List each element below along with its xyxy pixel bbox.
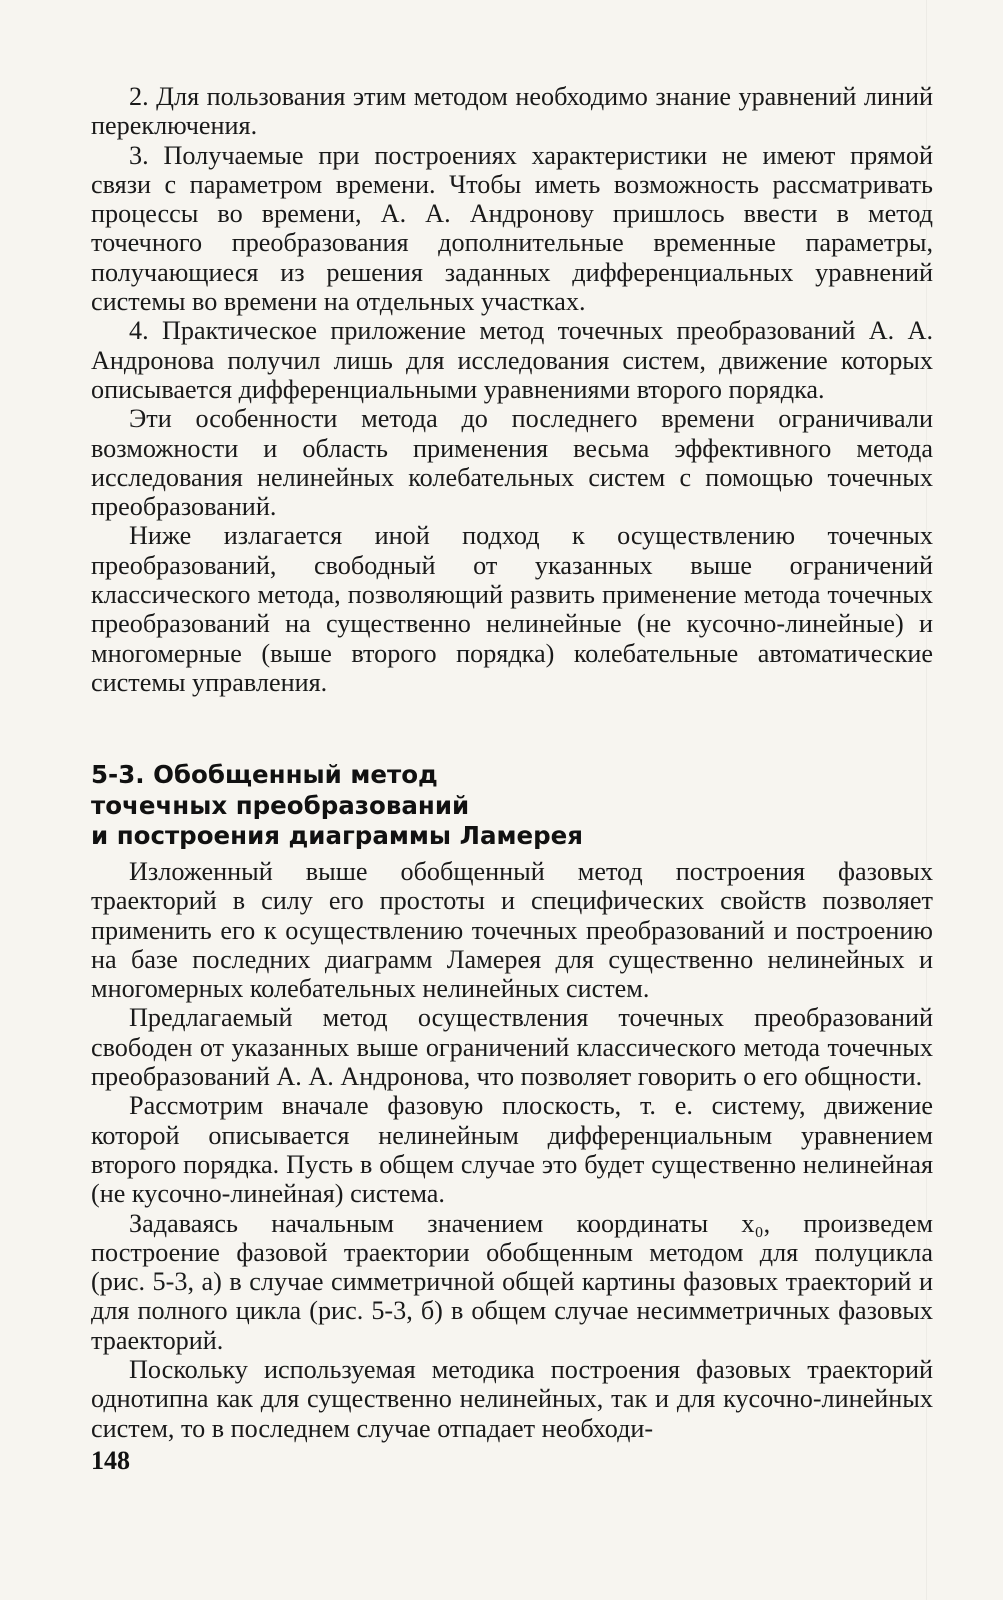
paragraph-methodology: Поскольку используемая методика построения фазовых траекторий однотипна как для существенно нелинейных, так и для кусочно-линейных систем, то в последнем случае отпадает необходи- xyxy=(91,1355,933,1443)
paragraph-item-2: 2. Для пользования этим методом необходимо знание уравнений линий переключения. xyxy=(91,82,933,141)
section-heading xyxy=(91,760,791,852)
paragraph-proposed-method: Предлагаемый метод осуществления точечных преобразований свободен от указанных выше ограничений классического метода точечных преобразований А. А. Андронова, что позволяет говорить о его общности. xyxy=(91,1003,933,1092)
paragraph-initial-value: Задаваясь начальным значением координаты x₀, произведем построение фазовой траектории обобщенным методом для полуцикла (рис. 5-3, а) в случае симметричной общей картины фазовых траекторий и для полного цикла (рис. 5-3, б) в общем случае несимметричных фазовых траекторий. xyxy=(91,1208,933,1355)
top-text-block xyxy=(91,82,933,697)
bottom-text-block xyxy=(91,857,933,1443)
paragraph-item-3: 3. Получаемые при построениях характеристики не имеют прямой связи с параметром времени. Чтобы иметь возможность рассматривать процессы во времени, А. А. Андронову пришлось ввести в метод точечного преобразования дополнительные временные параметры, получающиеся из решения заданных дифференциальных уравнений системы во времени на отдельных участках. xyxy=(91,140,933,317)
paragraph-features: Эти особенности метода до последнего времени ограничивали возможности и область применения весьма эффективного метода исследования нелинейных колебательных систем с помощью точечных преобразований. xyxy=(91,404,933,522)
page-number: 148 xyxy=(91,1446,130,1475)
section-heading-line-2: точечных преобразований xyxy=(91,790,470,820)
section-heading-line-3: и построения диаграммы Ламерея xyxy=(91,821,584,850)
paragraph-generalized-method: Изложенный выше обобщенный метод построения фазовых траекторий в силу его простоты и специфических свойств позволяет применить его к осуществлению точечных преобразований и построению на базе последних диаграмм Ламерея для существенно нелинейных и многомерных колебательных нелинейных систем. xyxy=(91,857,933,1004)
section-heading-line-1: 5-3. Обобщенный метод xyxy=(91,760,438,789)
paragraph-phase-plane: Рассмотрим вначале фазовую плоскость, т. е. систему, движение которой описывается нелинейным дифференциальным уравнением второго порядка. Пусть в общем случае это будет существенно нелинейная (не кусочно-линейная) система. xyxy=(91,1091,933,1209)
paragraph-new-approach: Ниже излагается иной подход к осуществлению точечных преобразований, свободный от указанных выше ограничений классического метода, позволяющий развить применение метода точечных преобразований на существенно нелинейные (не кусочно-линейные) и многомерные (выше второго порядка) колебательные автоматические системы управления. xyxy=(91,521,933,697)
paragraph-item-4: 4. Практическое приложение метод точечных преобразований А. А. Андронова получил лишь для исследования систем, движение которых описывается дифференциальными уравнениями второго порядка. xyxy=(91,316,933,404)
